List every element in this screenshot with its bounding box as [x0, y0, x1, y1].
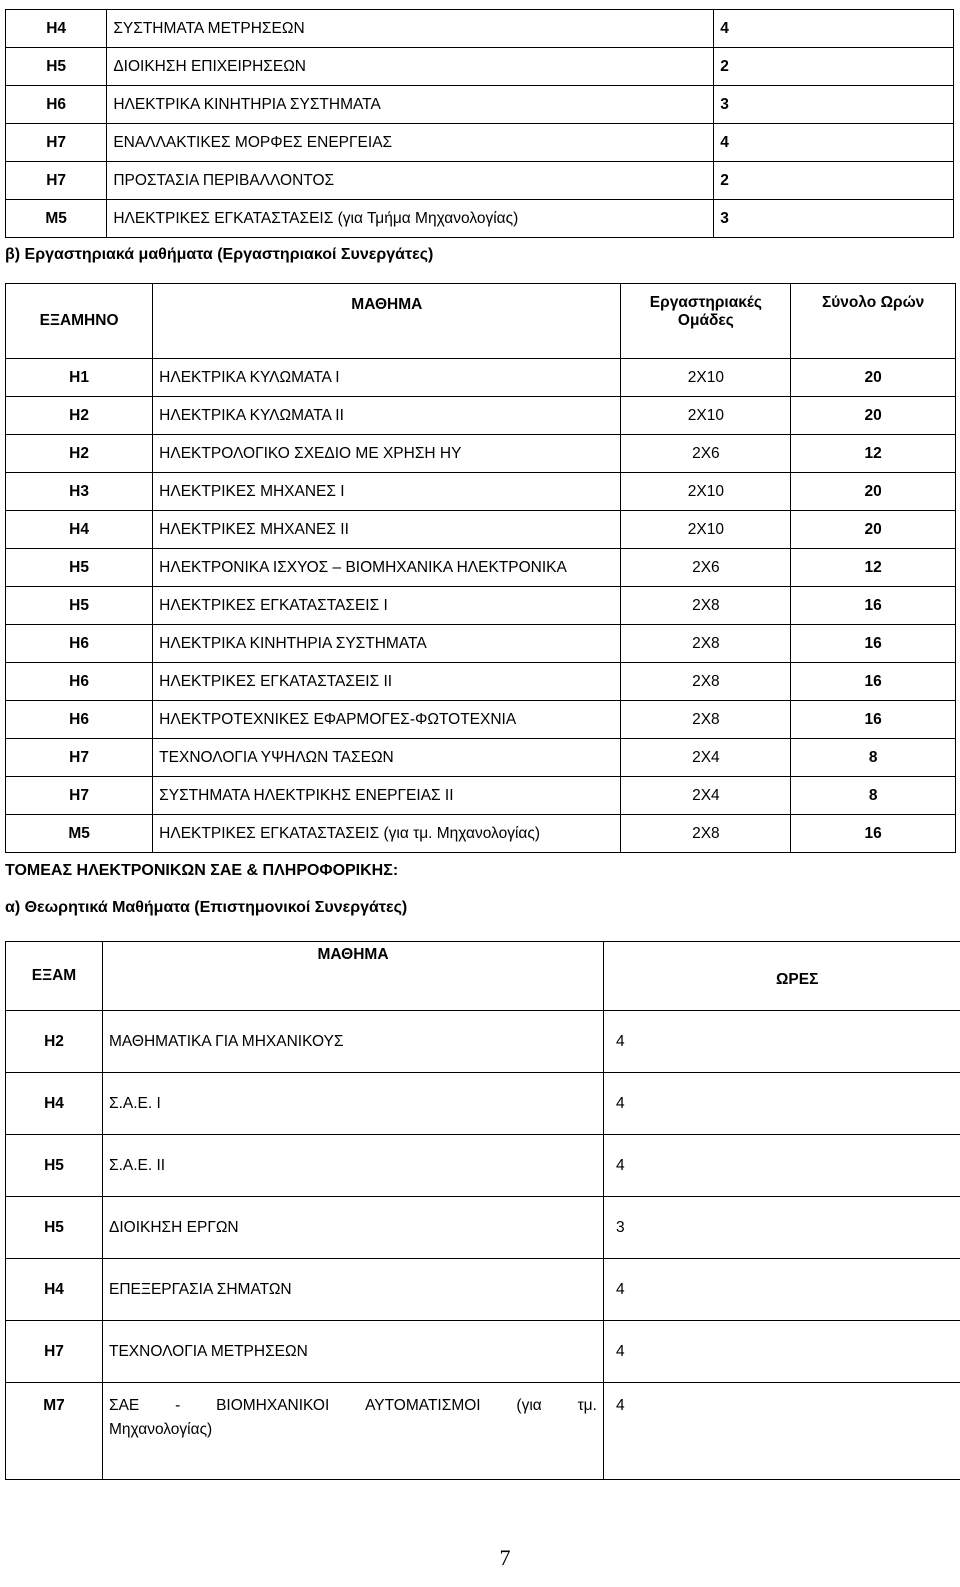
hours-cell: 4: [604, 1135, 960, 1197]
course-cell: ΗΛΕΚΤΡΙΚΑ ΚΙΝΗΤΗΡΙΑ ΣΥΣΤΗΜΑΤΑ: [107, 86, 714, 124]
semester-cell: Η3: [6, 473, 153, 511]
semester-cell: Η7: [6, 739, 153, 777]
total-cell: 8: [791, 739, 956, 777]
total-cell: 8: [791, 777, 956, 815]
course-cell: ΗΛΕΚΤΡΙΚΕΣ ΜΗΧΑΝΕΣ ΙΙ: [153, 511, 621, 549]
course-cell: ΗΛΕΚΤΡΙΚΕΣ ΕΓΚΑΤΑΣΤΑΣΕΙΣ (για Τμήμα Μηχανολογίας): [107, 200, 714, 238]
semester-cell: Η5: [6, 48, 107, 86]
total-cell: 20: [791, 359, 956, 397]
section-heading-lab-courses: β) Εργαστηριακά μαθήματα (Εργαστηριακοί Συνεργάτες): [5, 246, 434, 263]
course-cell: ΗΛΕΚΤΡΙΚΕΣ ΕΓΚΑΤΑΣΤΑΣΕΙΣ (για τμ. Μηχανολογίας): [153, 815, 621, 853]
table-row: [6, 1259, 960, 1321]
table-row: [6, 200, 954, 238]
course-line-2: Μηχανολογίας): [109, 1421, 213, 1438]
header-course: ΜΑΘΗΜΑ: [103, 942, 604, 1011]
header-lab-groups: Εργαστηριακές Ομάδες: [621, 284, 791, 359]
table-row: [6, 10, 954, 48]
semester-cell: Η4: [6, 10, 107, 48]
semester-cell: Η4: [6, 1073, 103, 1135]
groups-cell: 2Χ8: [621, 815, 791, 853]
hours-cell: 3: [604, 1197, 960, 1259]
table-row: [6, 1011, 960, 1073]
semester-cell: Η5: [6, 1135, 103, 1197]
semester-cell: Η6: [6, 701, 153, 739]
hours-cell: 3: [714, 86, 954, 124]
course-cell: ΣΥΣΤΗΜΑΤΑ ΗΛΕΚΤΡΙΚΗΣ ΕΝΕΡΓΕΙΑΣ ΙΙ: [153, 777, 621, 815]
semester-cell: Η2: [6, 435, 153, 473]
course-cell: ΗΛΕΚΤΡΟΛΟΓΙΚΟ ΣΧΕΔΙΟ ΜΕ ΧΡΗΣΗ ΗΥ: [153, 435, 621, 473]
course-cell: ΗΛΕΚΤΡΙΚΕΣ ΕΓΚΑΤΑΣΤΑΣΕΙΣ Ι: [153, 587, 621, 625]
table-row: [6, 815, 956, 853]
course-line-1: [109, 1397, 597, 1415]
hours-cell: 4: [604, 1011, 960, 1073]
groups-cell: 2Χ8: [621, 663, 791, 701]
total-cell: 16: [791, 663, 956, 701]
total-cell: 16: [791, 625, 956, 663]
groups-cell: 2Χ6: [621, 549, 791, 587]
semester-cell: Μ7: [6, 1383, 103, 1480]
semester-cell: Η2: [6, 1011, 103, 1073]
semester-cell: Η5: [6, 587, 153, 625]
course-cell: ΠΡΟΣΤΑΣΙΑ ΠΕΡΙΒΑΛΛΟΝΤΟΣ: [107, 162, 714, 200]
semester-cell: Μ5: [6, 200, 107, 238]
semester-cell: Η7: [6, 124, 107, 162]
table-row: [6, 549, 956, 587]
header-semester: ΕΞΑΜ: [6, 942, 103, 1011]
table-row: [6, 397, 956, 435]
total-cell: 12: [791, 549, 956, 587]
groups-cell: 2Χ10: [621, 359, 791, 397]
course-cell: ΗΛΕΚΤΡΟΝΙΚΑ ΙΣΧΥΟΣ – ΒΙΟΜΗΧΑΝΙΚΑ ΗΛΕΚΤΡΟΝΙΚΑ: [153, 549, 621, 587]
course-cell: ΤΕΧΝΟΛΟΓΙΑ ΥΨΗΛΩΝ ΤΑΣΕΩΝ: [153, 739, 621, 777]
sector-theory-courses-table: [5, 941, 960, 1480]
course-cell: ΕΝΑΛΛΑΚΤΙΚΕΣ ΜΟΡΦΕΣ ΕΝΕΡΓΕΙΑΣ: [107, 124, 714, 162]
groups-cell: 2Χ6: [621, 435, 791, 473]
course-cell: ΣΥΣΤΗΜΑΤΑ ΜΕΤΡΗΣΕΩΝ: [107, 10, 714, 48]
table-row: [6, 48, 954, 86]
table-row: [6, 86, 954, 124]
course-word: ΒΙΟΜΗΧΑΝΙΚΟΙ: [216, 1397, 330, 1414]
header-hours: ΩΡΕΣ: [604, 942, 960, 1011]
header-total-hours: Σύνολο Ωρών: [791, 284, 956, 359]
table-row: [6, 1383, 960, 1480]
total-cell: 12: [791, 435, 956, 473]
table-row: [6, 739, 956, 777]
hours-cell: 2: [714, 162, 954, 200]
course-cell: [103, 1383, 604, 1480]
semester-cell: Η7: [6, 777, 153, 815]
header-course: ΜΑΘΗΜΑ: [153, 284, 621, 359]
groups-cell: 2Χ10: [621, 473, 791, 511]
section-heading-theory-courses: α) Θεωρητικά Μαθήματα (Επιστημονικοί Συνεργάτες): [5, 899, 408, 916]
total-cell: 20: [791, 397, 956, 435]
groups-cell: 2Χ4: [621, 739, 791, 777]
table-row: [6, 625, 956, 663]
groups-cell: 2Χ10: [621, 511, 791, 549]
course-cell: ΔΙΟΙΚΗΣΗ ΕΠΙΧΕΙΡΗΣΕΩΝ: [107, 48, 714, 86]
table-row: [6, 1135, 960, 1197]
table-header-row: [6, 942, 960, 1011]
groups-cell: 2Χ4: [621, 777, 791, 815]
lab-courses-table: [5, 283, 956, 853]
semester-cell: Μ5: [6, 815, 153, 853]
table-row: [6, 587, 956, 625]
header-semester: ΕΞΑΜΗΝΟ: [6, 284, 153, 359]
hours-cell: 3: [714, 200, 954, 238]
table-row: [6, 701, 956, 739]
table-row: [6, 1197, 960, 1259]
groups-cell: 2Χ8: [621, 587, 791, 625]
groups-cell: 2Χ8: [621, 701, 791, 739]
table-row: [6, 124, 954, 162]
course-cell: ΗΛΕΚΤΡΟΤΕΧΝΙΚΕΣ ΕΦΑΡΜΟΓΕΣ-ΦΩΤΟΤΕΧΝΙΑ: [153, 701, 621, 739]
hours-cell: 4: [714, 10, 954, 48]
semester-cell: Η4: [6, 511, 153, 549]
semester-cell: Η1: [6, 359, 153, 397]
course-cell: ΜΑΘΗΜΑΤΙΚΑ ΓΙΑ ΜΗΧΑΝΙΚΟΥΣ: [103, 1011, 604, 1073]
table-row: [6, 1073, 960, 1135]
course-cell: ΗΛΕΚΤΡΙΚΑ ΚΙΝΗΤΗΡΙΑ ΣΥΣΤΗΜΑΤΑ: [153, 625, 621, 663]
course-cell: ΗΛΕΚΤΡΙΚΑ ΚΥΛΩΜΑΤΑ Ι: [153, 359, 621, 397]
table-row: [6, 473, 956, 511]
course-cell: ΤΕΧΝΟΛΟΓΙΑ ΜΕΤΡΗΣΕΩΝ: [103, 1321, 604, 1383]
course-word: ΣΑΕ: [109, 1397, 140, 1414]
table-header-row: [6, 284, 956, 359]
total-cell: 20: [791, 511, 956, 549]
course-cell: ΔΙΟΙΚΗΣΗ ΕΡΓΩΝ: [103, 1197, 604, 1259]
hours-cell: 4: [714, 124, 954, 162]
course-cell: ΕΠΕΞΕΡΓΑΣΙΑ ΣΗΜΑΤΩΝ: [103, 1259, 604, 1321]
course-cell: ΗΛΕΚΤΡΙΚΕΣ ΜΗΧΑΝΕΣ Ι: [153, 473, 621, 511]
total-cell: 16: [791, 587, 956, 625]
page-number: 7: [499, 1545, 511, 1570]
course-word: (για: [516, 1397, 542, 1414]
semester-cell: Η6: [6, 86, 107, 124]
hours-cell: 4: [604, 1073, 960, 1135]
course-cell: ΗΛΕΚΤΡΙΚΑ ΚΥΛΩΜΑΤΑ ΙΙ: [153, 397, 621, 435]
semester-cell: Η5: [6, 1197, 103, 1259]
total-cell: 16: [791, 815, 956, 853]
semester-cell: Η7: [6, 1321, 103, 1383]
semester-cell: Η2: [6, 397, 153, 435]
hours-cell: 4: [604, 1383, 960, 1480]
course-cell: ΗΛΕΚΤΡΙΚΕΣ ΕΓΚΑΤΑΣΤΑΣΕΙΣ ΙΙ: [153, 663, 621, 701]
table-row: [6, 435, 956, 473]
course-cell: Σ.Α.Ε. Ι: [103, 1073, 604, 1135]
semester-cell: Η5: [6, 549, 153, 587]
course-word: ΑΥΤΟΜΑΤΙΣΜΟΙ: [365, 1397, 481, 1414]
semester-cell: Η6: [6, 625, 153, 663]
hours-cell: 2: [714, 48, 954, 86]
total-cell: 16: [791, 701, 956, 739]
table-row: [6, 1321, 960, 1383]
course-word: τμ.: [577, 1397, 597, 1414]
semester-cell: Η4: [6, 1259, 103, 1321]
groups-cell: 2Χ8: [621, 625, 791, 663]
semester-cell: Η6: [6, 663, 153, 701]
table-row: [6, 359, 956, 397]
section-heading-sector: ΤΟΜΕΑΣ ΗΛΕΚΤΡΟΝΙΚΩΝ ΣΑΕ & ΠΛΗΡΟΦΟΡΙΚΗΣ:: [5, 862, 399, 879]
theory-courses-table-continued: [5, 9, 954, 238]
semester-cell: Η7: [6, 162, 107, 200]
table-row: [6, 777, 956, 815]
hours-cell: 4: [604, 1321, 960, 1383]
table-row: [6, 663, 956, 701]
groups-cell: 2Χ10: [621, 397, 791, 435]
table-row: [6, 511, 956, 549]
course-cell: Σ.Α.Ε. ΙΙ: [103, 1135, 604, 1197]
total-cell: 20: [791, 473, 956, 511]
hours-cell: 4: [604, 1259, 960, 1321]
table-row: [6, 162, 954, 200]
course-word: -: [175, 1397, 181, 1414]
